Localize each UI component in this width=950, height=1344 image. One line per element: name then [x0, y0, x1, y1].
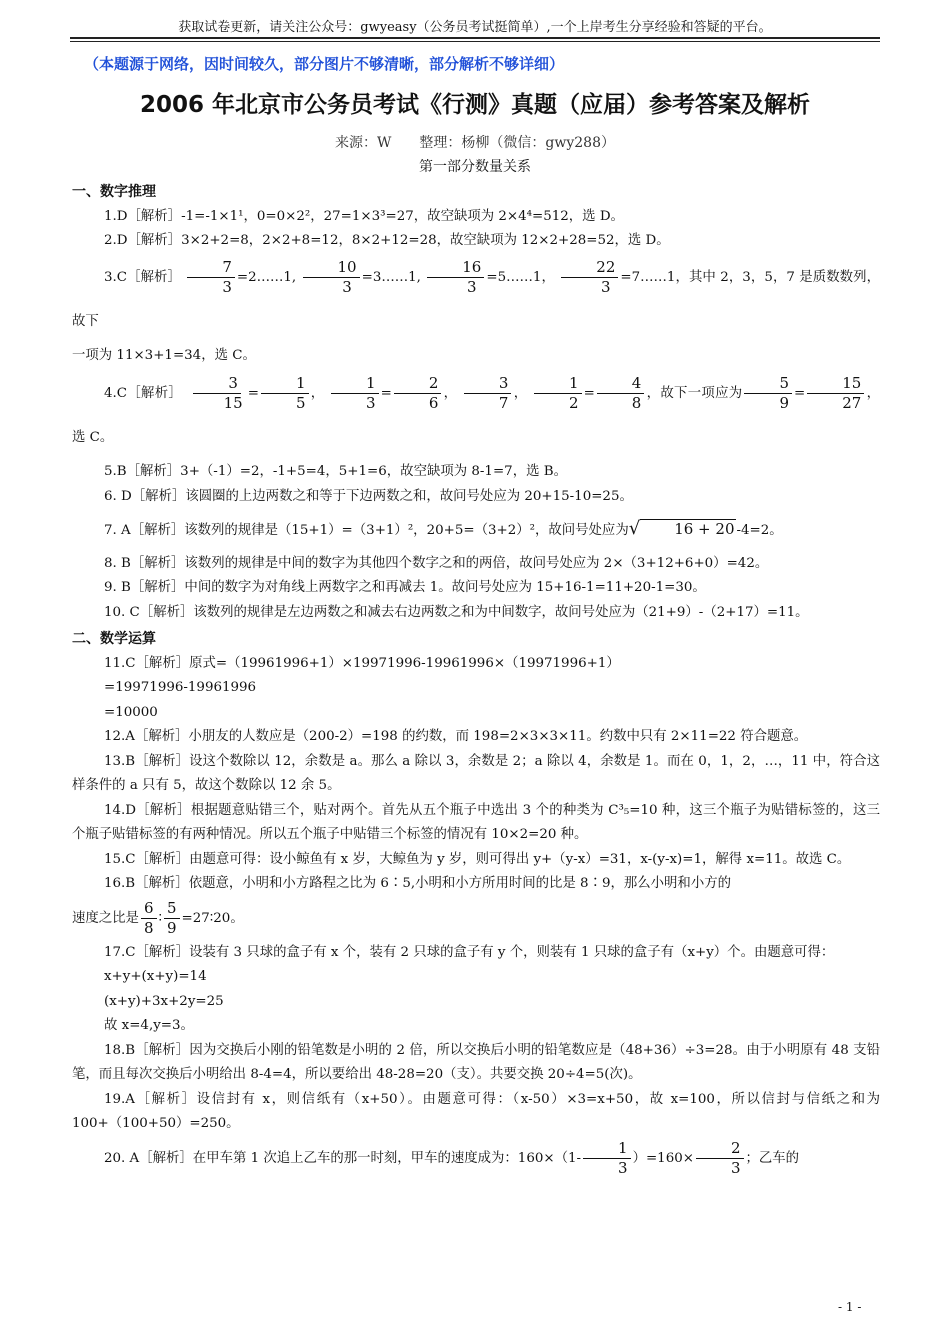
sqrt-expression: 16 + 20	[640, 519, 736, 538]
denominator: 15	[223, 394, 243, 412]
answer-q8: 8. B［解析］该数列的规律是中间的数字为其他四个数字之和的两倍，故问号处应为 2×（3+12+6+0）=42。	[104, 555, 769, 571]
answer-q17-eq2: (x+y)+3x+2y=25	[104, 993, 224, 1009]
answer-q15: 15.C［解析］由题意可得：设小鲸鱼有 x 岁，大鲸鱼为 y 岁，则可得出 y+（y-x）=31，x-(y-x)=1，解得 x=11。故选 C。	[104, 851, 851, 867]
source-meta: 来源：W 整理：杨柳（微信：gwy288）	[335, 135, 615, 151]
q3-text: =2……1,	[236, 269, 297, 285]
q3-prefix: 3.C［解析］	[104, 269, 181, 285]
answer-q16: 16.B［解析］依题意，小明和小方路程之比为 6∶5,小明和小方所用时间的比是 8∶9，那么小明和小方的	[104, 876, 731, 891]
numerator: 3	[193, 374, 241, 394]
sqrt-icon: √	[628, 518, 641, 539]
q7-text: -4=2。	[736, 523, 783, 538]
q16-sep: ∶	[158, 910, 162, 926]
answer-q11-result: =10000	[104, 704, 158, 720]
denominator: 3	[601, 277, 611, 296]
q20-text: ）=160×	[632, 1150, 694, 1166]
answer-q7	[72, 517, 880, 544]
fraction	[427, 258, 484, 297]
answer-q17: 17.C［解析］设装有 3 只球的盒子有 x 个，装有 2 只球的盒子有 y 个，则装有 1 只球的盒子有（x+y）个。由题意可得：	[104, 944, 835, 960]
denominator: 3	[342, 277, 352, 296]
answer-q4: 4.C［解析］ $\frac{3}{15}$ = $\frac{1}{5}$ ， $\frac{1}{3}$ = $\frac{2}{6}$ ， $\frac{3}{7}$ ， $\frac{1}{2}$ = $\frac{4}{8}$ ，故下一项应为 $\frac{5}{9}$ = $\frac{15}{27}$ ，选 C。	[72, 374, 881, 445]
answer-q14: 14.D［解析］根据题意贴错三个，贴对两个。首先从五个瓶子中选出 3 个的种类为 C³₅=10 种，这三个瓶子为贴错标签的，这三个瓶子贴错标签的有两种情况。所以五个瓶子中贴错三个标签的情况有 10×2=20 种。	[72, 802, 880, 842]
numerator: 2	[394, 374, 442, 394]
answer-q12: 12.A［解析］小朋友的人数应是（200-2）=198 的约数，而 198=2×3×3×11。约数中只有 2×11=22 符合题意。	[104, 729, 808, 744]
numerator: 5	[164, 899, 180, 919]
fraction	[189, 374, 246, 413]
q4-text: ，选 C。	[72, 386, 881, 445]
numerator: 1	[583, 1139, 631, 1159]
section-heading-number-series: 一、数字推理	[72, 184, 156, 200]
answer-q17-eq1: x+y+(x+y)=14	[104, 969, 207, 984]
answer-q5: 5.B［解析］3+（-1）=2，-1+5=4，5+1=6，故空缺项为 8-1=7，选 B。	[104, 464, 567, 479]
answer-q17-result: 故 x=4,y=3。	[104, 1018, 194, 1033]
fraction	[164, 899, 180, 938]
numerator: 6	[141, 899, 157, 919]
header-notice: 获取试卷更新，请关注公众号：gwyeasy（公务员考试挺简单）,一个上岸考生分享经验和答疑的平台。	[178, 20, 772, 35]
fraction	[394, 374, 442, 413]
numerator: 4	[597, 374, 645, 394]
answer-q2: 2.D［解析］3×2+2=8，2×2+8=12，8×2+12=28，故空缺项为 12×2+28=52，选 D。	[104, 233, 670, 248]
q20-text: 20. A［解析］在甲车第 1 次追上乙车的那一时刻，甲车的速度成为：160×（1-	[104, 1150, 582, 1166]
numerator: 10	[303, 258, 360, 278]
header-rule	[70, 37, 880, 39]
numerator: 22	[561, 258, 618, 278]
q4-text: ，故下一项应为	[646, 386, 743, 401]
numerator: 16	[427, 258, 484, 278]
q4-prefix: 4.C［解析］	[104, 386, 183, 401]
answer-q13: 13.B［解析］设这个数除以 12，余数是 a。那么 a 除以 3，余数是 2；a 除以 4，余数是 1。而在 0，1，2，…，11 中，符合这样条件的 a 只有 5，故这个数除以 12 余 5。	[72, 753, 880, 793]
part-title: 第一部分数量关系	[419, 159, 531, 175]
fraction	[561, 258, 618, 297]
fraction	[303, 258, 360, 297]
answer-q9: 9. B［解析］中间的数字为对角线上两数字之和再减去 1。故问号处应为 15+16-1=11+20-1=30。	[104, 580, 706, 595]
numerator: 7	[187, 258, 235, 278]
disclaimer: （本题源于网络，因时间较久，部分图片不够清晰，部分解析不够详细）	[84, 55, 565, 73]
answer-q18: 18.B［解析］因为交换后小刚的铅笔数是小明的 2 倍，所以交换后小明的铅笔数应是（48+36）÷3=28。由于小明原有 48 支铅笔，而且每次交换后小明给出 8-4=4，所以要给出 48-28=20（支）。共要交换 20÷4=5(次)。	[72, 1042, 880, 1082]
denominator: 8	[143, 918, 154, 937]
q3-text: =3……1,	[361, 269, 421, 285]
fraction	[597, 374, 645, 413]
numerator: 1	[331, 374, 379, 394]
fraction	[744, 374, 792, 413]
denominator: 7	[498, 394, 509, 412]
answer-q16-cont	[72, 897, 880, 941]
fraction	[807, 374, 864, 413]
answer-q6: 6. D［解析］该圆圈的上边两数之和等于下边两数之和，故问号处应为 20+15-10=25。	[104, 488, 633, 504]
answer-q3	[72, 256, 880, 344]
denominator: 6	[428, 394, 439, 412]
fraction	[583, 1139, 631, 1178]
q16-text: 速度之比是	[72, 910, 139, 926]
denominator: 3	[222, 277, 232, 296]
denominator: 5	[295, 394, 306, 412]
q3-text: =5……1，	[486, 269, 555, 285]
answer-q3-cont: 一项为 11×3+1=34，选 C。	[72, 347, 256, 363]
fraction	[534, 374, 582, 413]
answer-q11-step: =19971996-19961996	[104, 680, 257, 695]
answer-q1: 1.D［解析］-1=-1×1¹，0=0×2²，27=1×3³=27，故空缺项为 2×4⁴=512，选 D。	[104, 208, 624, 224]
answer-q20	[72, 1137, 880, 1181]
fraction	[261, 374, 309, 413]
section-heading-arithmetic: 二、数学运算	[72, 631, 156, 647]
denominator: 3	[467, 277, 477, 296]
denominator: 27	[842, 394, 862, 412]
denominator: 3	[730, 1158, 741, 1177]
numerator: 5	[744, 374, 792, 394]
page-number: - 1 -	[838, 1300, 862, 1314]
q20-text: ；乙车的	[745, 1150, 800, 1166]
q16-text: =27∶20。	[181, 910, 244, 926]
denominator: 3	[618, 1158, 628, 1177]
answer-q19: 19.A［解析］设信封有 x，则信纸有（x+50）。由题意可得：（x-50）×3=x+50，故 x=100，所以信封与信纸之和为 100+（100+50）=250。	[72, 1091, 880, 1131]
fraction	[187, 258, 235, 297]
q7-text: 7. A［解析］该数列的规律是（15+1）=（3+1）²，20+5=（3+2）²，故问号处应为	[104, 523, 629, 538]
denominator: 2	[569, 394, 579, 412]
fraction	[464, 374, 512, 413]
answer-content	[72, 178, 880, 1181]
denominator: 3	[366, 394, 376, 412]
numerator: 1	[261, 374, 309, 394]
header-rule-thin	[70, 41, 880, 42]
fraction	[141, 899, 157, 938]
numerator: 2	[696, 1139, 744, 1159]
numerator: 3	[464, 374, 512, 394]
page-title: 2006 年北京市公务员考试《行测》真题（应届）参考答案及解析	[139, 92, 811, 118]
numerator: 1	[534, 374, 582, 394]
fraction	[331, 374, 379, 413]
q3-text: =7……1，其中 2，3，5，7 是质数数列，故下	[72, 269, 881, 329]
denominator: 9	[167, 918, 177, 937]
fraction	[696, 1139, 744, 1178]
answer-q11: 11.C［解析］原式=（19961996+1）×19971996-19961996×（19971996+1）	[104, 655, 620, 671]
answer-q10: 10. C［解析］该数列的规律是左边两数之和减去右边两数之和为中间数字，故问号处应为（21+9）-（2+17）=11。	[104, 604, 809, 620]
denominator: 9	[779, 394, 789, 412]
numerator: 15	[807, 374, 864, 394]
denominator: 8	[631, 394, 642, 412]
